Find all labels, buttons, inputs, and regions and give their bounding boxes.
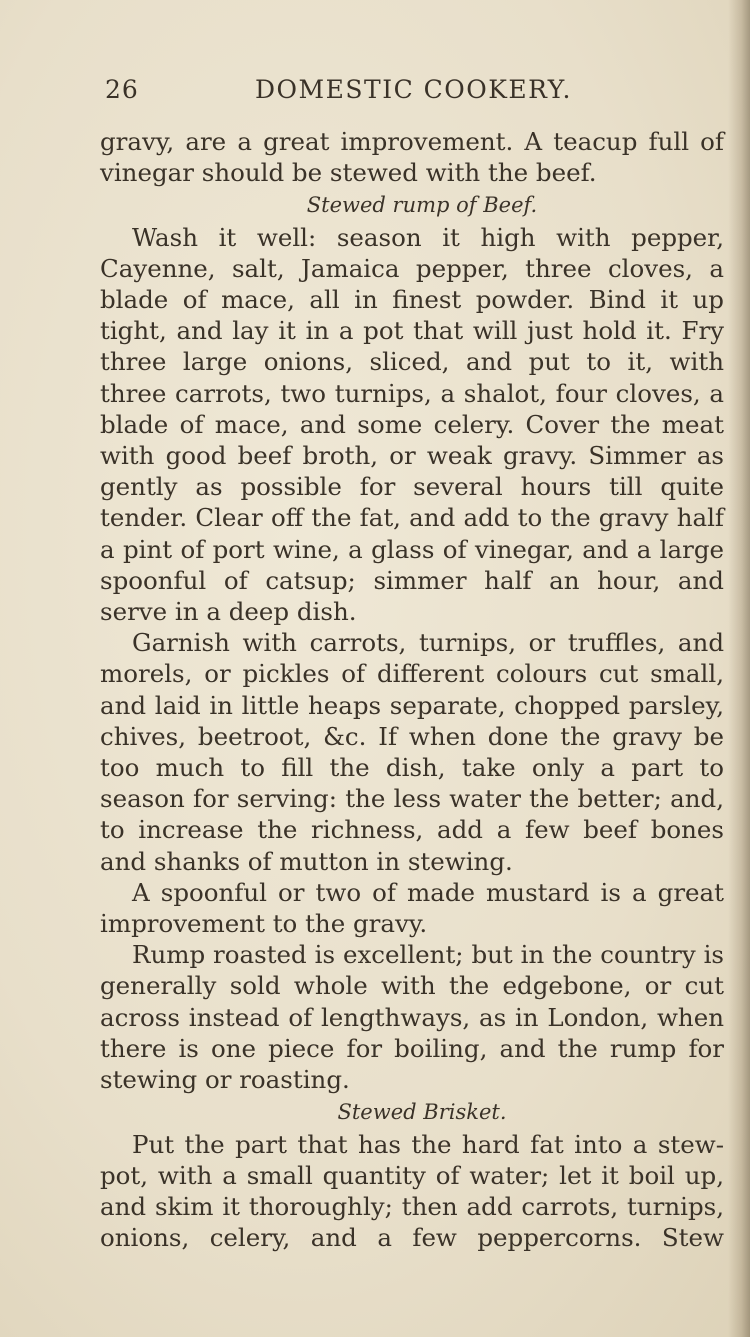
paragraph: Rump roasted is excellent; but in the country is generally sold whole with the edgebone, or cut across instead of lengthways, as in London, when there is one piece for boiling, and the rump for stewing or roasting. (100, 940, 724, 1095)
running-title: DOMESTIC COOKERY. (255, 75, 572, 104)
page-edge (728, 0, 750, 1337)
section-heading-stewed-brisket: Stewed Brisket. (337, 1100, 507, 1125)
paragraph: Put the part that has the hard fat into a stew-pot, with a small quantity of water; let it boil up, and skim it thoroughly; then add carrots, turnips, onions, celery, and a few peppercorns. Stew (100, 1129, 724, 1253)
continuation-paragraph: gravy, are a great improvement. A teacup full of vinegar should be stewed with the beef. (100, 127, 724, 188)
page-header (105, 72, 585, 108)
paragraph: Garnish with carrots, turnips, or truffles, and morels, or pickles of different colours cut small, and laid in little heaps separate, chopped parsley, chives, beetroot, &c. If when done the gravy be too much to fill the dish, take only a part to season for serving: the less water the better; and, to increase the richness, add a few beef bones and shanks of mutton in stewing. (100, 628, 724, 876)
page-number: 26 (105, 75, 139, 104)
paragraph: A spoonful or two of made mustard is a great improvement to the gravy. (100, 877, 724, 939)
page-body (100, 126, 724, 1253)
section-heading-stewed-rump: Stewed rump of Beef. (306, 193, 538, 218)
paragraph: Wash it well: season it high with pepper, Cayenne, salt, Jamaica pepper, three cloves, a blade of mace, all in finest powder. Bind it up tight, and lay it in a pot that will just hold it. Fry three large onions, sliced, and put to it, with three carrots, two turnips, a shalot, four cloves, a blade of mace, and some celery. Cover the meat with good beef broth, or weak gravy. Simmer as gently as possible for several hours till quite tender. Clear off the fat, and add to the gravy half a pint of port wine, a glass of vinegar, and a large spoonful of catsup; simmer half an hour, and serve in a deep dish. (100, 222, 724, 627)
